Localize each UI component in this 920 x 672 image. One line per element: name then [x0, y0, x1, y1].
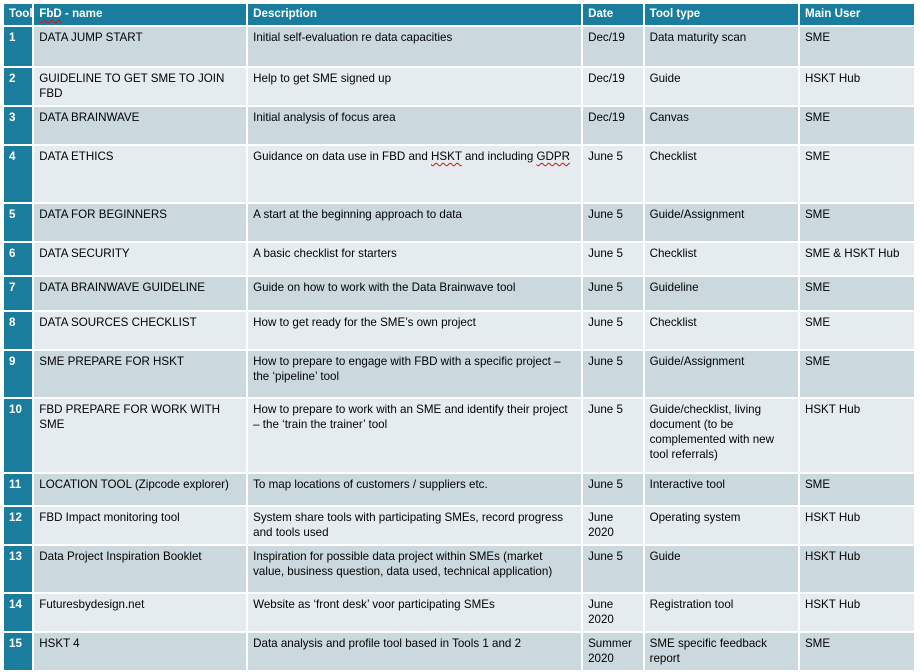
header-description: Description — [248, 4, 581, 25]
tool-number: 15 — [4, 633, 32, 670]
tool-main-user: SME — [800, 204, 914, 241]
tool-name: DATA SOURCES CHECKLIST — [34, 312, 246, 349]
tool-type: Canvas — [645, 107, 798, 144]
tool-name: DATA ETHICS — [34, 146, 246, 202]
table-row — [4, 107, 914, 144]
tool-date: Summer 2020 — [583, 633, 643, 670]
tool-name: DATA BRAINWAVE GUIDELINE — [34, 277, 246, 310]
tool-type: Guideline — [645, 277, 798, 310]
tool-main-user: HSKT Hub — [800, 507, 914, 544]
tool-main-user: SME — [800, 474, 914, 505]
tool-number: 13 — [4, 546, 32, 592]
table-row — [4, 633, 914, 670]
header-date: Date — [583, 4, 643, 25]
header-tool-type: Tool type — [645, 4, 798, 25]
tool-type: Operating system — [645, 507, 798, 544]
tool-date: June 5 — [583, 351, 643, 397]
tool-main-user: SME — [800, 633, 914, 670]
table-row — [4, 507, 914, 544]
tool-date: June 5 — [583, 146, 643, 202]
tool-date: June 5 — [583, 399, 643, 472]
tool-description: Data analysis and profile tool based in Tools 1 and 2 — [248, 633, 581, 670]
table-row — [4, 27, 914, 66]
tool-date: June 5 — [583, 474, 643, 505]
tool-description: Website as ‘front desk’ voor participating SMEs — [248, 594, 581, 631]
tool-number: 7 — [4, 277, 32, 310]
tool-number: 3 — [4, 107, 32, 144]
tool-number: 12 — [4, 507, 32, 544]
table-row — [4, 146, 914, 202]
tool-type: Checklist — [645, 243, 798, 275]
tool-type: Guide/Assignment — [645, 204, 798, 241]
tool-name: DATA SECURITY — [34, 243, 246, 275]
tool-name: FBD Impact monitoring tool — [34, 507, 246, 544]
tool-main-user: SME — [800, 146, 914, 202]
tool-date: June 5 — [583, 243, 643, 275]
tool-type: SME specific feedback report — [645, 633, 798, 670]
tool-description: Guidance on data use in FBD and HSKT and including GDPR — [248, 146, 581, 202]
tool-type: Guide — [645, 68, 798, 105]
table-row — [4, 399, 914, 472]
tool-type: Guide — [645, 546, 798, 592]
tool-description: A basic checklist for starters — [248, 243, 581, 275]
tool-description: A start at the beginning approach to data — [248, 204, 581, 241]
tool-description: System share tools with participating SMEs, record progress and tools used — [248, 507, 581, 544]
tool-number: 9 — [4, 351, 32, 397]
tool-main-user: HSKT Hub — [800, 399, 914, 472]
tool-name: FBD PREPARE FOR WORK WITH SME — [34, 399, 246, 472]
tool-main-user: SME — [800, 27, 914, 66]
tool-date: June 5 — [583, 204, 643, 241]
tool-description: How to prepare to work with an SME and identify their project – the ‘train the trainer’ tool — [248, 399, 581, 472]
tool-main-user: SME — [800, 277, 914, 310]
tool-name: Futuresbydesign.net — [34, 594, 246, 631]
tool-date: June 5 — [583, 312, 643, 349]
tool-main-user: HSKT Hub — [800, 68, 914, 105]
tool-number: 5 — [4, 204, 32, 241]
tool-number: 11 — [4, 474, 32, 505]
tool-type: Interactive tool — [645, 474, 798, 505]
tool-name: SME PREPARE FOR HSKT — [34, 351, 246, 397]
table-row — [4, 474, 914, 505]
tool-number: 10 — [4, 399, 32, 472]
tool-name: LOCATION TOOL (Zipcode explorer) — [34, 474, 246, 505]
tool-number: 1 — [4, 27, 32, 66]
tool-main-user: HSKT Hub — [800, 594, 914, 631]
tool-description: Help to get SME signed up — [248, 68, 581, 105]
tool-description: How to prepare to engage with FBD with a specific project – the ‘pipeline’ tool — [248, 351, 581, 397]
tool-date: Dec/19 — [583, 68, 643, 105]
tools-table — [2, 2, 916, 672]
tool-main-user: SME & HSKT Hub — [800, 243, 914, 275]
table-row — [4, 277, 914, 310]
header-main-user: Main User — [800, 4, 914, 25]
tool-number: 14 — [4, 594, 32, 631]
table-row — [4, 312, 914, 349]
tool-description: How to get ready for the SME’s own project — [248, 312, 581, 349]
header-row — [4, 4, 914, 25]
tool-number: 6 — [4, 243, 32, 275]
tool-name: Data Project Inspiration Booklet — [34, 546, 246, 592]
tool-name: HSKT 4 — [34, 633, 246, 670]
tool-description: Inspiration for possible data project within SMEs (market value, business question, data used, technical application) — [248, 546, 581, 592]
header-name: FbD - name — [34, 4, 246, 25]
tool-type: Registration tool — [645, 594, 798, 631]
header-tool: Tool — [4, 4, 32, 25]
tool-type: Checklist — [645, 312, 798, 349]
tool-date: Dec/19 — [583, 27, 643, 66]
tool-name: DATA JUMP START — [34, 27, 246, 66]
tool-number: 2 — [4, 68, 32, 105]
tool-description: Initial analysis of focus area — [248, 107, 581, 144]
tool-name: GUIDELINE TO GET SME TO JOIN FBD — [34, 68, 246, 105]
tool-description: Initial self-evaluation re data capacities — [248, 27, 581, 66]
table-row — [4, 351, 914, 397]
tool-type: Guide/checklist, living document (to be complemented with new tool referrals) — [645, 399, 798, 472]
tool-date: June 2020 — [583, 507, 643, 544]
tool-date: June 2020 — [583, 594, 643, 631]
tool-number: 4 — [4, 146, 32, 202]
tool-date: June 5 — [583, 546, 643, 592]
table-row — [4, 594, 914, 631]
tool-name: DATA BRAINWAVE — [34, 107, 246, 144]
table-row — [4, 204, 914, 241]
tool-main-user: HSKT Hub — [800, 546, 914, 592]
tool-date: Dec/19 — [583, 107, 643, 144]
tool-main-user: SME — [800, 351, 914, 397]
table-row — [4, 546, 914, 592]
tool-name: DATA FOR BEGINNERS — [34, 204, 246, 241]
tool-number: 8 — [4, 312, 32, 349]
tool-type: Guide/Assignment — [645, 351, 798, 397]
tool-main-user: SME — [800, 312, 914, 349]
tool-date: June 5 — [583, 277, 643, 310]
tool-type: Checklist — [645, 146, 798, 202]
tool-description: To map locations of customers / suppliers etc. — [248, 474, 581, 505]
tool-main-user: SME — [800, 107, 914, 144]
tool-description: Guide on how to work with the Data Brainwave tool — [248, 277, 581, 310]
tool-type: Data maturity scan — [645, 27, 798, 66]
table-row — [4, 243, 914, 275]
table-row — [4, 68, 914, 105]
